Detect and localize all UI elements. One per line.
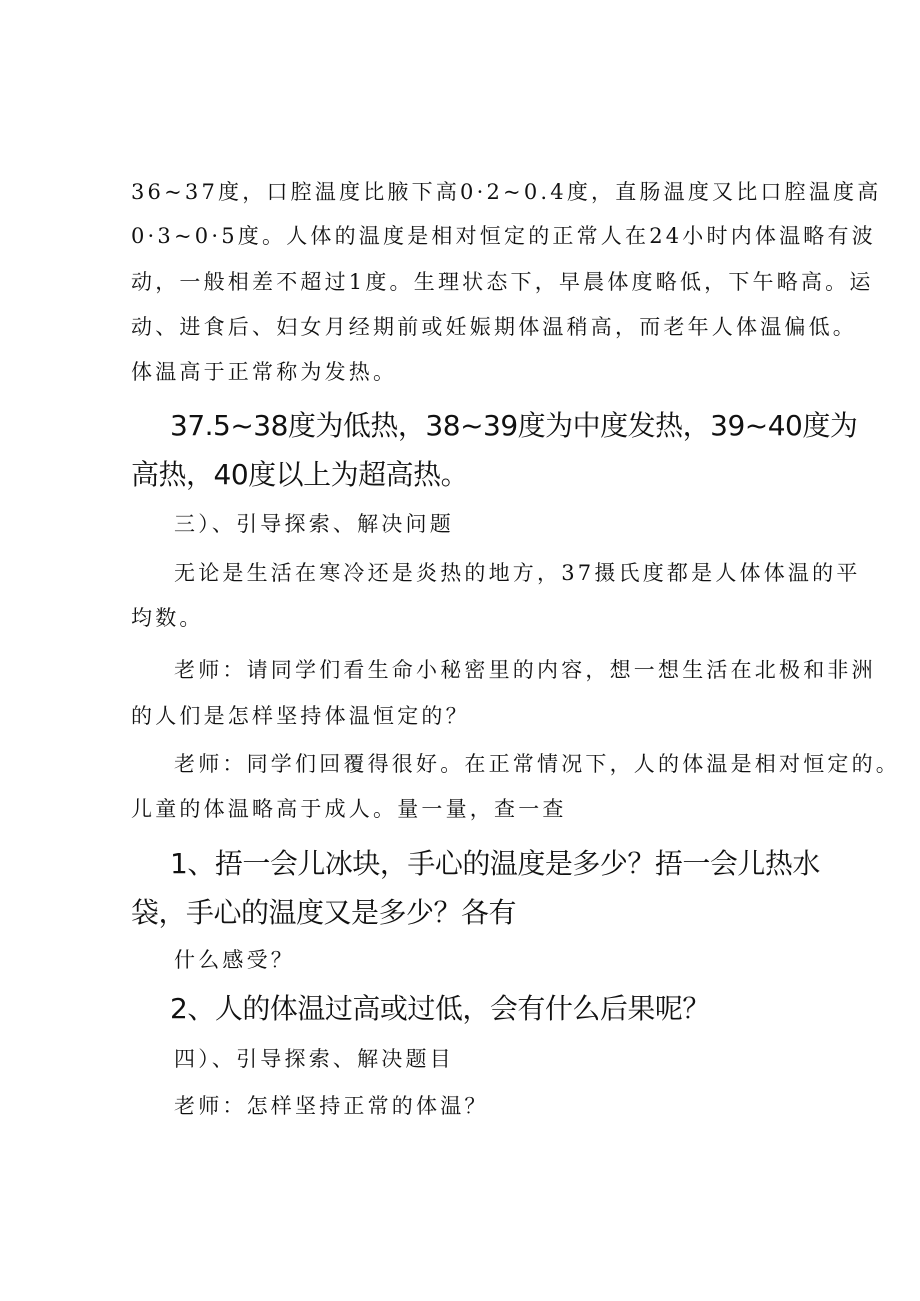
fever-line-2: 高热，40度以上为超高热。 [131,458,469,491]
intro-line-2: 0·3~0·5度。人体的温度是相对恒定的正常人在24小时内体温略有波 [131,224,876,248]
question-1-line-3: 什么感受？ [174,948,295,972]
question-1-line-2: 袋，手心的温度又是多少？各有 [131,896,517,929]
intro-line-3: 动，一般相差不超过1度。生理状态下，早晨体度略低，下午略高。运 [131,270,874,294]
section3-p3-line-1: 老师：同学们回覆得很好。在正常情况下，人的体温是相对恒定的。 [174,752,900,776]
intro-line-4: 动、进食后、妇女月经期前或妊娠期体温稍高，而老年人体温偏低。 [131,315,857,339]
section4-heading: 四）、引导探索、解决题目 [174,1047,454,1071]
section3-p3-line-2: 儿童的体温略高于成人。量一量，查一查 [131,797,567,821]
section3-p1-line-2: 均数。 [131,606,204,630]
intro-line-5: 体温高于正常称为发热。 [131,360,398,384]
section3-p1-line-1: 无论是生活在寒冷还是炎热的地方，37摄氏度都是人体体温的平 [174,561,861,585]
section3-p2-line-1: 老师：请同学们看生命小秘密里的内容，想一想生活在北极和非洲 [174,658,876,682]
intro-line-1: 36~37度，口腔温度比腋下高0·2~0.4度，直肠温度又比口腔温度高 [131,180,882,204]
question-2: 2、人的体温过高或过低，会有什么后果呢？ [170,992,710,1025]
section3-heading: 三）、引导探索、解决问题 [174,512,454,536]
section3-p2-line-2: 的人们是怎样坚持体温恒定的？ [131,704,470,728]
section4-p1: 老师：怎样坚持正常的体温？ [174,1094,489,1118]
question-1-line-1: 1、捂一会儿冰块，手心的温度是多少？捂一会儿热水 [170,847,820,880]
fever-line-1: 37.5~38度为低热，38~39度为中度发热，39~40度为 [170,409,858,442]
